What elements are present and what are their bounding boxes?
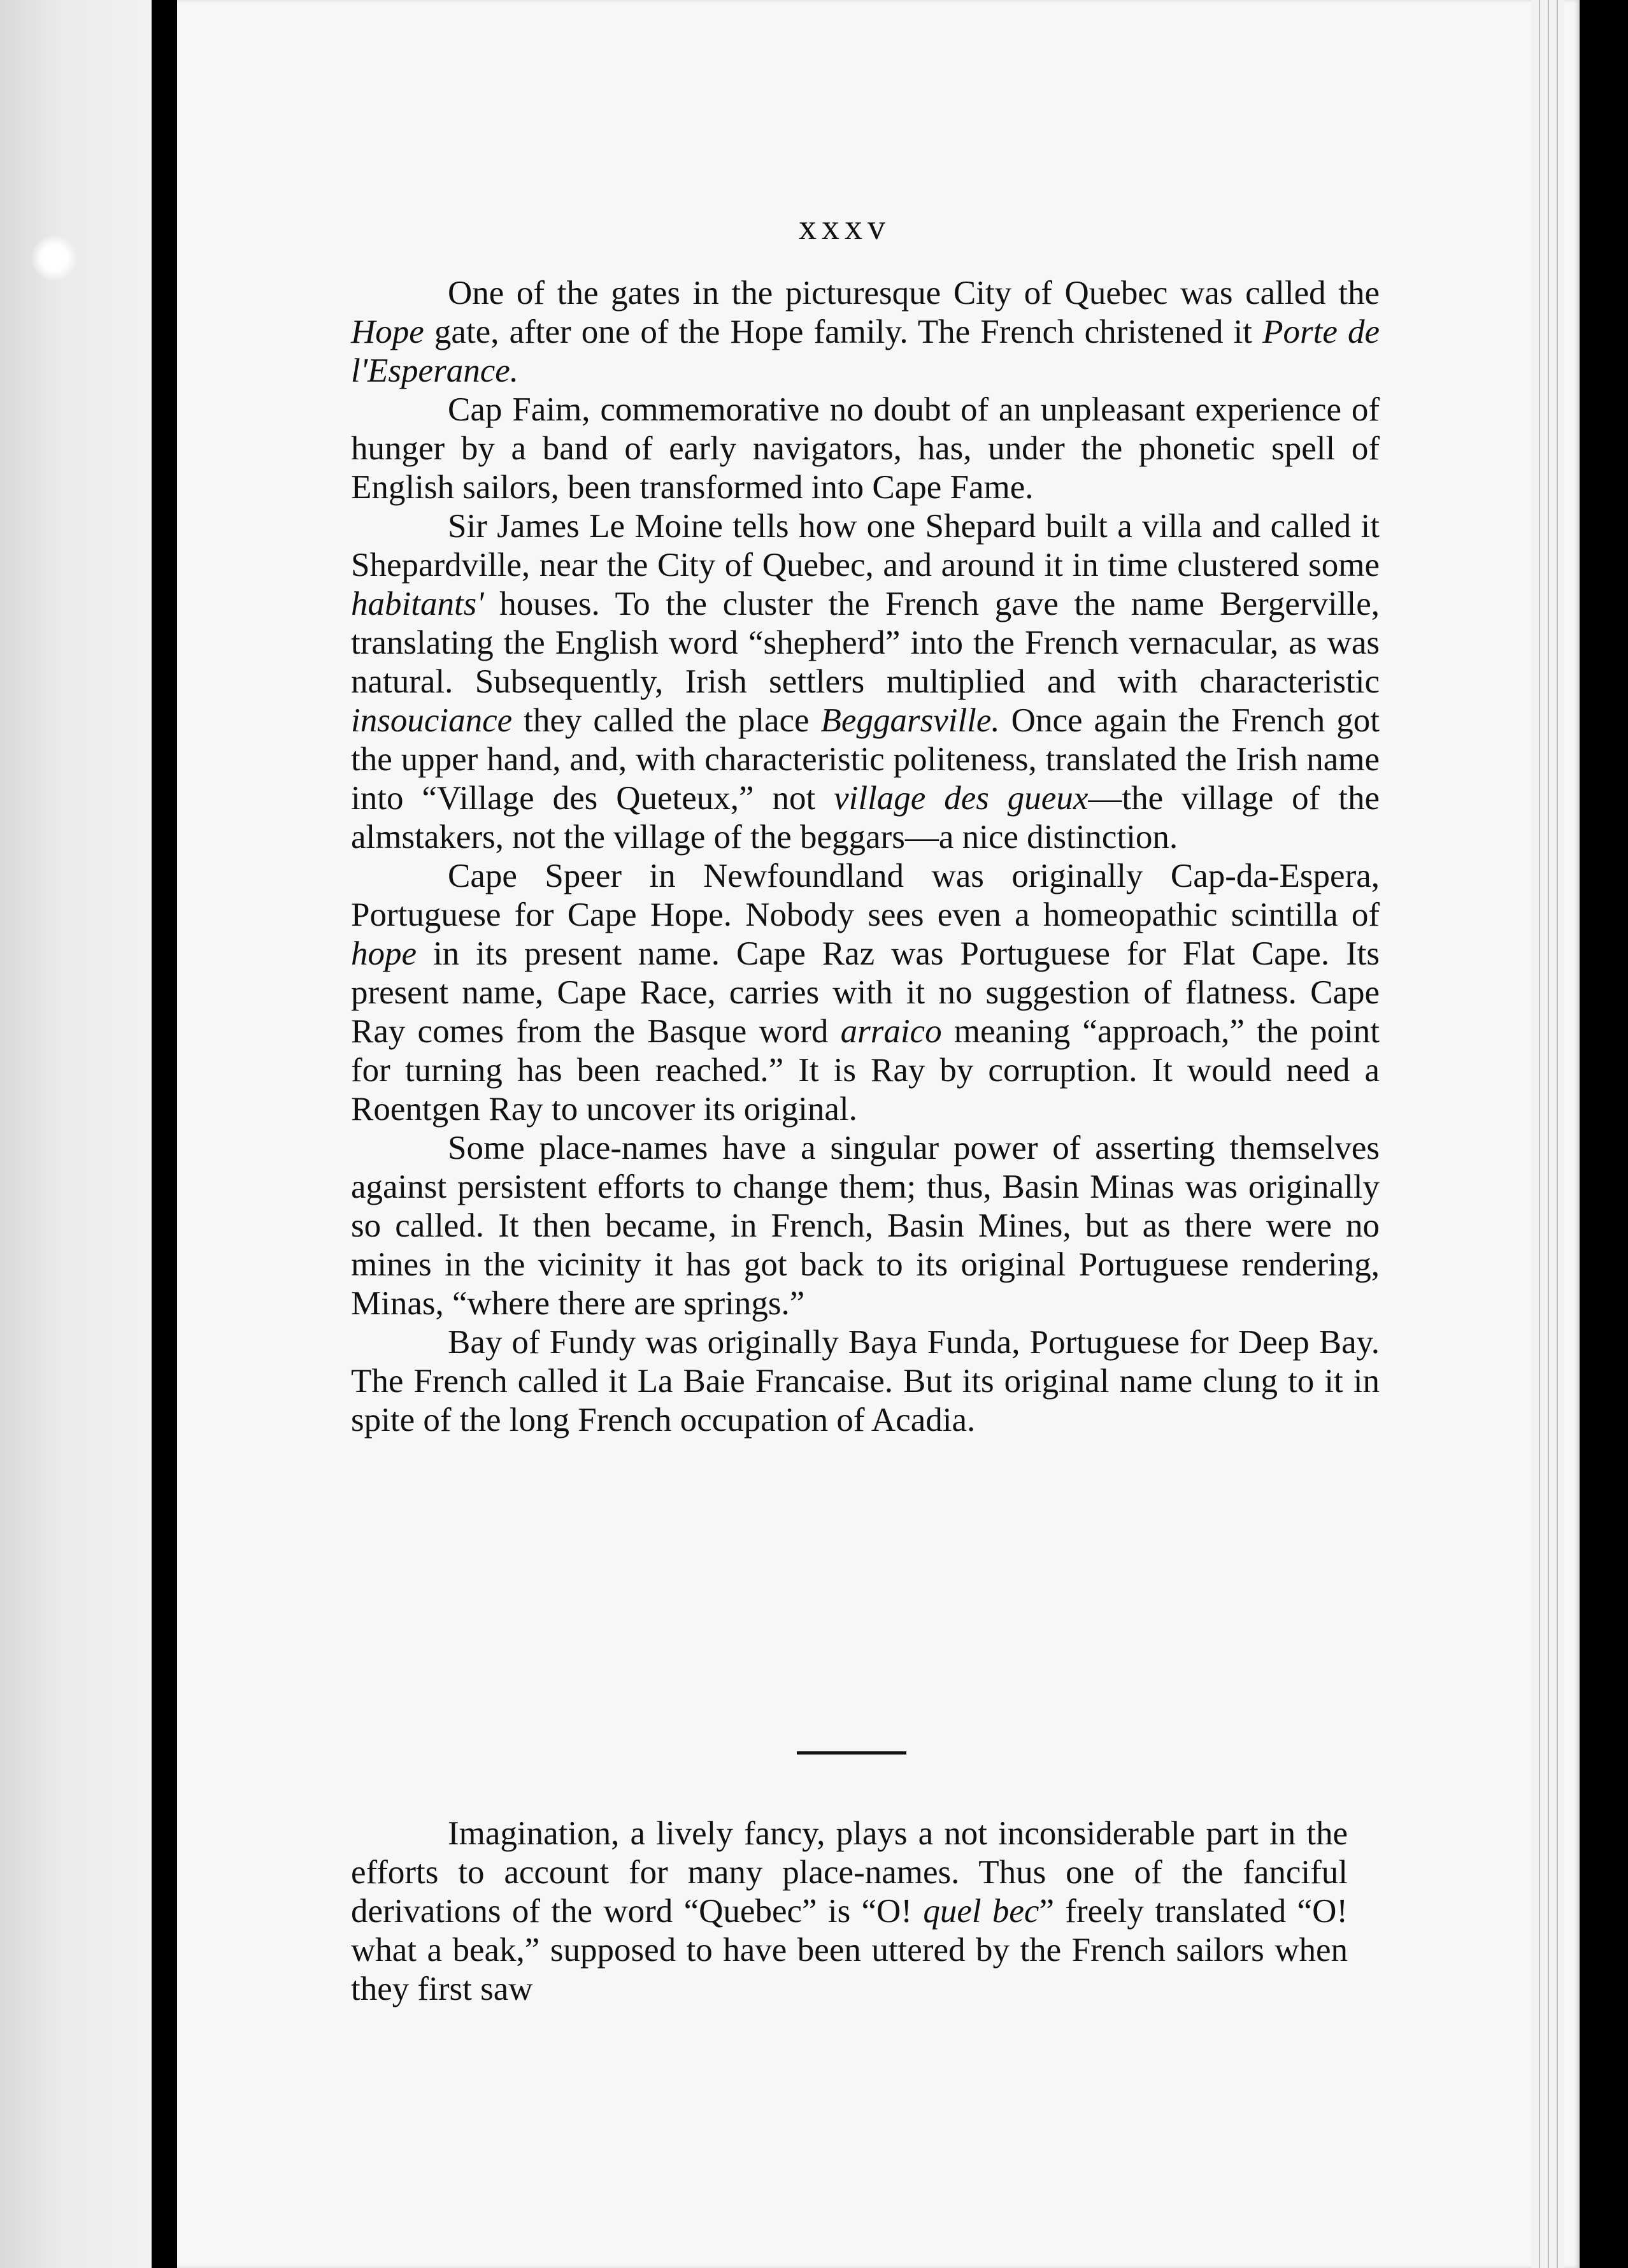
italic-text: hope [351,935,417,972]
body-text-continued [351,1814,1348,2009]
page-number: xxxv [799,208,890,247]
italic-text: insouciance [351,702,513,739]
paragraph [351,507,1380,857]
text-run: —the village of the almstakers, not the village of the beggars—a nice distinction. [351,780,1380,856]
italic-text: village des gueux [834,780,1089,817]
section-divider [797,1751,906,1755]
text-run: Imagination, a lively fancy, plays a not inconsiderable part in the efforts to account for many place-names. Thus one of the fanciful derivations of the word “Quebec” is “O! [351,1815,1348,1930]
paragraph [351,1323,1380,1440]
text-run: Bay of Fundy was originally Baya Funda, Portuguese for Deep Bay. The French called it La Baie Francaise. But its original name clung to it in spite of the long French occupation of Acadia. [351,1324,1380,1439]
italic-text: habitants' [351,585,484,622]
body-text [351,274,1380,1440]
text-run: houses. To the cluster the French gave the name Bergerville, translating the English word “shepherd” into the French vernacular, as was natural. Subsequently, Irish settlers multiplied and with characteristic [351,585,1380,700]
scan-glare [32,236,76,280]
text-run: gate, after one of the Hope family. The French christened it [424,313,1263,350]
text-run: Sir James Le Moine tells how one Shepard built a villa and called it Shepardville, near the City of Quebec, and around it in time clustered some [351,508,1380,584]
paragraph [351,1814,1348,2009]
italic-text: Hope [351,313,424,350]
text-run: ” freely translated “O! what a beak,” supposed to have been uttered by the French sailors when they first saw [351,1893,1348,2007]
italic-text: Porte de l'Esperance. [351,313,1380,389]
text-run: Cap Faim, commemorative no doubt of an unpleasant experience of hunger by a band of early navigators, has, under the phonetic spell of English sailors, been transformed into Cape Fame. [351,391,1380,506]
text-run: Cape Speer in Newfoundland was originally Cap-da-Espera, Portuguese for Cape Hope. Nobody sees even a homeopathic scintilla of [351,858,1380,933]
italic-text: arraico [840,1013,942,1050]
text-run: Some place-names have a singular power of asserting themselves against persistent efforts to change them; thus, Basin Minas was originally so called. It then became, in French, Basin Mines, but as there were no mines in the vicinity it has got back to its original Portuguese rendering, Minas, “where there are springs.” [351,1130,1380,1322]
text-run: in its present name. Cape Raz was Portuguese for Flat Cape. Its present name, Cape Race, carries with it no suggestion of flatness. Cape Ray comes from the Basque word [351,935,1380,1050]
text-run: One of the gates in the picturesque City of Quebec was called the [448,275,1380,312]
italic-text: Beggarsville. [820,702,1000,739]
paragraph [351,391,1380,507]
paragraph [351,1129,1380,1323]
text-run: Once again the French got the upper hand, and, with characteristic politeness, translated the Irish name into “Village des Queteux,” not [351,702,1380,817]
text-run: meaning “approach,” the point for turning has been reached.” It is Ray by corruption. It would need a Roentgen Ray to uncover its original. [351,1013,1380,1128]
italic-text: quel bec [923,1893,1039,1930]
page-edges [1531,0,1564,2268]
paragraph [351,857,1380,1129]
scan-background-left [0,0,152,2268]
paragraph [351,274,1380,391]
book-gutter [152,0,177,2268]
text-run: they called the place [512,702,821,739]
